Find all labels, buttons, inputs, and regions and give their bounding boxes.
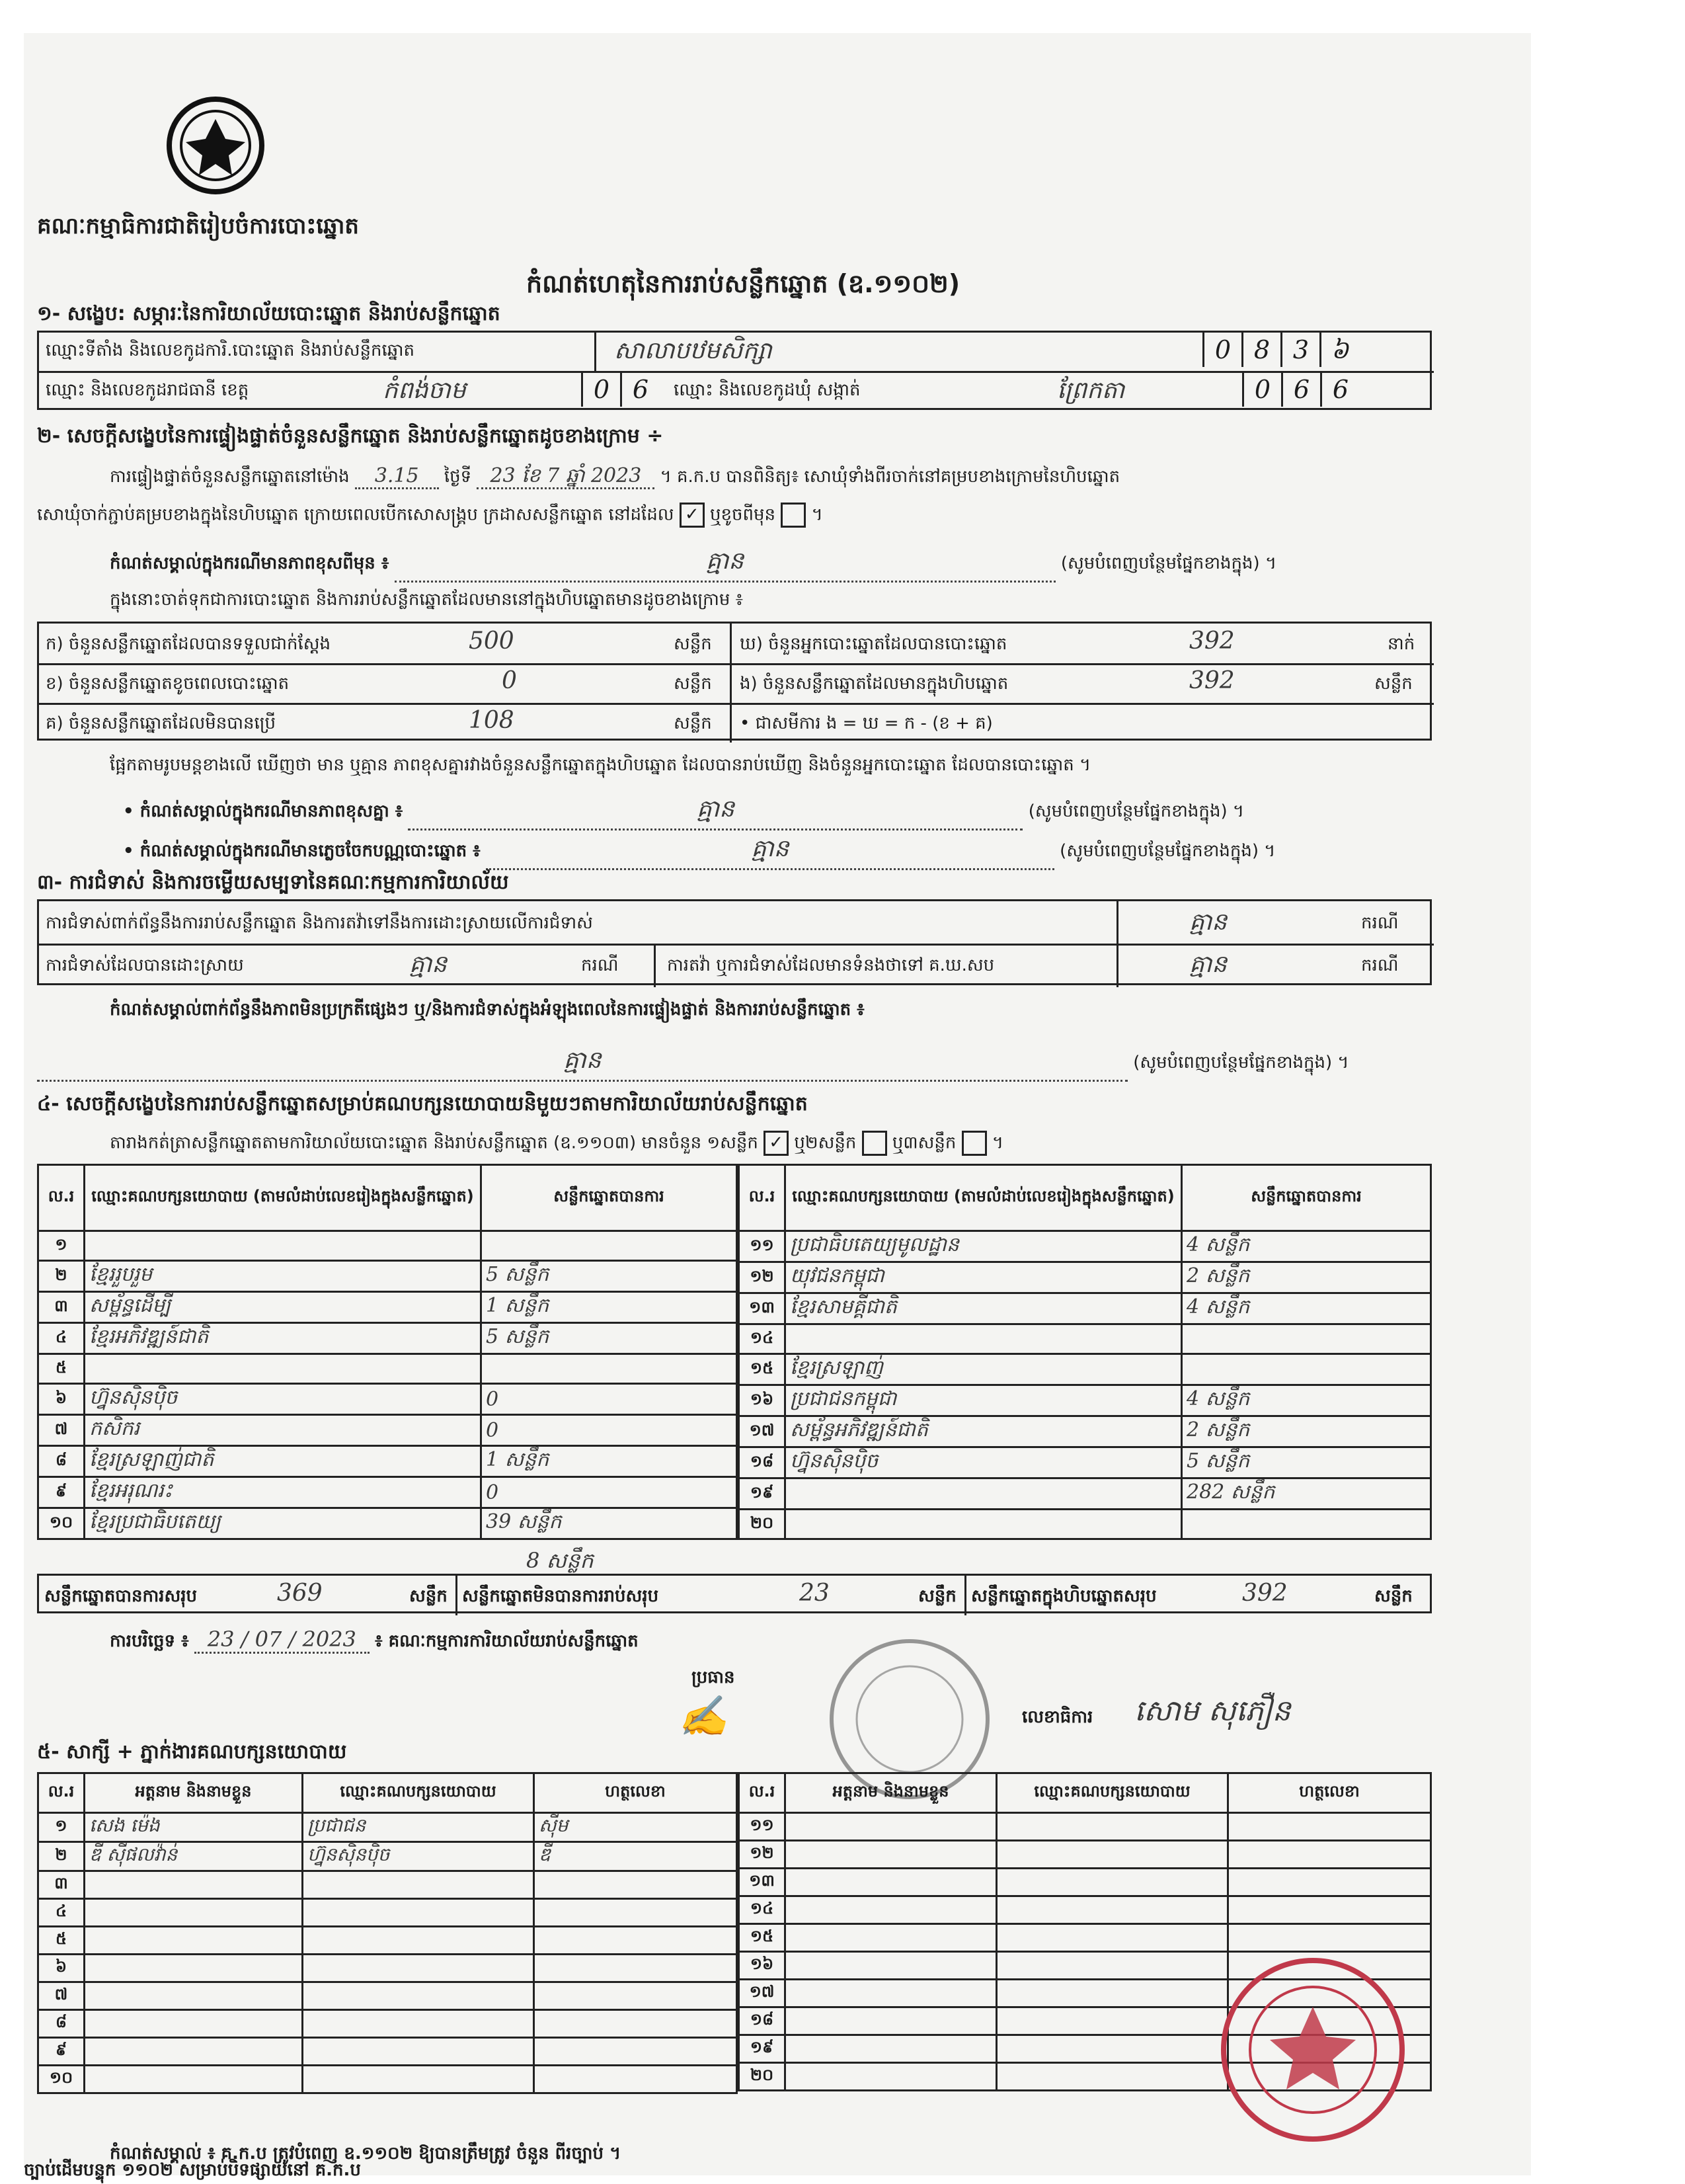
party-party-cell: ខ្មែរអភិវឌ្ឍន៍ជាតិ (85, 1323, 481, 1354)
witness-empty-cell (785, 1924, 997, 1952)
witness-no-cell: ១៥ (739, 1924, 785, 1952)
party-no-cell: ១២ (739, 1262, 785, 1293)
party-party-cell (785, 1510, 1182, 1539)
witness-empty-cell (785, 1952, 997, 1980)
extra-vote: 8 សន្លឹក (526, 1548, 594, 1573)
party-party-cell: សម្ព័ន្ធអភិវឌ្ឍន៍ជាតិ (785, 1416, 1182, 1447)
witness-empty-cell (997, 2063, 1228, 2091)
witness-name-cell (85, 1982, 303, 2010)
party-no-cell: ៦ (38, 1384, 85, 1415)
witness-row (38, 1899, 737, 1927)
lock-line: សោឃុំចាក់ភ្ជាប់គម្របខាងក្នុងនៃហិបឆ្នោត ក្រោយពេលបើកសោសង្គ្រប ក្រដាសសន្លឹកឆ្នោត នៅដដែល ✓ ឬខូចពីមុន ។ (37, 503, 823, 529)
witness-party-cell (303, 1955, 534, 1982)
party-no-cell: ១ (38, 1231, 85, 1261)
section1-title: ១- សង្ខេប: សម្ភារៈនៃការិយាល័យបោះឆ្នោត និងរាប់សន្លឹកឆ្នោត (37, 302, 500, 325)
party-row (739, 1293, 1431, 1324)
commune-code: 0 6 6 (1242, 372, 1359, 407)
note3: • កំណត់សម្គាល់ក្នុងករណីមានភ្លេចចែកបណ្ណបោះឆ្នោត ៖ គ្មាន (សូមបំពេញបន្ថែមផ្នែកខាងក្នុង) ។ (123, 833, 1275, 870)
party-votes-cell: 0 (481, 1477, 737, 1508)
location-label: ឈ្មោះទីតាំង និងលេខកូដការិ.បោះឆ្នោត និងរាប់សន្លឹកឆ្នោត (46, 341, 414, 360)
party-party-cell (85, 1354, 481, 1384)
witness-row (739, 1924, 1431, 1952)
received-ballots: 500 (469, 627, 514, 655)
party-votes-cell: 0 (481, 1415, 737, 1446)
party-party-cell: ប្រជាជនកម្ពុជា (785, 1385, 1182, 1416)
witness-no-cell: ២ (38, 1842, 85, 1871)
witness-no-cell: ១ (38, 1813, 85, 1842)
witness-party-cell (303, 1899, 534, 1927)
witness-row (38, 1927, 737, 1955)
party-votes-cell: 0 (481, 1384, 737, 1415)
note1: កំណត់សម្គាល់ក្នុងករណីមានភាពខុសពីមុន ៖ គ្មាន (សូមបំពេញបន្ថែមផ្នែកខាងក្នុង) ។ (110, 546, 1276, 583)
section3-note-label: កំណត់សម្គាល់ពាក់ព័ន្ធនឹងភាពមិនប្រក្រតីផ្សេងៗ ឬ/និងការជំទាស់ក្នុងអំឡុងពេលនៃការផ្ទៀងផ្ទាត់ និងការរាប់សន្លឹកឆ្នោត ៖ (110, 1000, 865, 1020)
commune-label: ឈ្មោះ និងលេខកូដឃុំ សង្កាត់ (674, 380, 861, 400)
total-box: 392 (1242, 1580, 1288, 1607)
party-no-cell: ៩ (38, 1477, 85, 1508)
party-votes-cell: 2 សន្លឹក (1182, 1262, 1431, 1293)
witness-empty-cell (785, 2063, 997, 2091)
witness-name-cell (85, 1927, 303, 1955)
party-row (38, 1292, 737, 1323)
witness-row (38, 1982, 737, 2010)
witness-empty-cell (785, 1896, 997, 1924)
party-row (38, 1323, 737, 1354)
witness-name-cell: សេង ម៉េង (85, 1813, 303, 1842)
witness-row (38, 1871, 737, 1899)
witness-no-cell: ១៩ (739, 2035, 785, 2063)
party-row (739, 1510, 1431, 1539)
witness-no-cell: ៤ (38, 1899, 85, 1927)
party-votes-cell: 5 សន្លឹក (481, 1323, 737, 1354)
witness-empty-cell (997, 1841, 1228, 1869)
section3-title: ៣- ការជំទាស់ និងការចម្លើយសម្បទានៃគណៈកម្មការការិយាល័យ (37, 871, 509, 894)
formula-check: ផ្អែកតាមរូបមន្តខាងលើ ឃើញថា មាន ឬគ្មាន ភាពខុសគ្នារវាងចំនួនសន្លឹកឆ្នោតក្នុងហិបឆ្នោត ដែលបានរាប់ឃើញ និងចំនួនអ្នកបោះឆ្នោត ដែលបានបោះឆ្នោត ។ (110, 755, 1091, 775)
witness-row (739, 1869, 1431, 1896)
witness-empty-cell (997, 1924, 1228, 1952)
witness-empty-cell (1228, 1924, 1431, 1952)
witness-party-cell (303, 1927, 534, 1955)
party-row (38, 1446, 737, 1477)
witness-party-cell (303, 1871, 534, 1899)
party-row (38, 1477, 737, 1508)
party-votes-cell (481, 1354, 737, 1384)
party-no-cell: ១៤ (739, 1324, 785, 1354)
witness-no-cell: ៧ (38, 1982, 85, 2010)
party-party-cell: ខ្មែរប្រជាធិបតេយ្យ (85, 1508, 481, 1539)
witness-no-cell: ១៣ (739, 1869, 785, 1896)
witness-no-cell: ២០ (739, 2063, 785, 2091)
witness-sign-cell (534, 1955, 737, 1982)
witness-row (38, 2010, 737, 2038)
party-row (38, 1261, 737, 1292)
party-party-cell: ខ្មែរស្រឡាញ់ជាតិ (85, 1446, 481, 1477)
witness-party-cell: ហ្វ៊ុនស៊ិនប៉ិច (303, 1842, 534, 1871)
intact-checkbox: ✓ (680, 503, 705, 528)
section1-table (37, 331, 1432, 410)
made-at: ការបរិច្ឆេទ ៖ 23 / 07 / 2023 ៖ គណៈកម្មការការិយាល័យរាប់សន្លឹកឆ្នោត (110, 1627, 639, 1655)
party-votes-cell: 39 សន្លឹក (481, 1508, 737, 1539)
witness-empty-cell (997, 1952, 1228, 1980)
witness-sign-cell (534, 1899, 737, 1927)
party-table-right: ល.រ ឈ្មោះគណបក្សនយោបាយ (តាមលំដាប់លេខរៀងក្នុងសន្លឹកឆ្នោត) សន្លឹកឆ្នោតបានការ ១១ ប្រជាធិបតេយ្យមូលដ្ឋាន 4 សន្លឹក ១២ យុវជនកម្ពុជា 2 សន្លឹក ១៣ ខ្មែរសាមគ្គីជាតិ 4 សន្លឹក ១៤ ១៥ ខ្មែរស្រឡាញ់ ១៦ ប្រជាជនកម្ពុជា 4 សន្លឹក ១៧ សម្ព័ន្ធអភិវឌ្ឍន៍ជាតិ 2 សន្លឹក ១៨ ហ្វ៊ុនស៊ិនប៉ិច 5 សន្លឹក ១៩ 282 សន្លឹក ២០ (738, 1164, 1432, 1540)
box-ballots: 392 (1189, 667, 1235, 694)
party-party-cell: ខ្មែរសាមគ្គីជាតិ (785, 1293, 1182, 1324)
footer-bottom: ច្បាប់ដើមបន្ទុក ១១០២ សម្រាប់បិទផ្សាយនៅ គ.ក.ប (24, 2160, 361, 2180)
section3-note: គ្មាន (សូមបំពេញបន្ថែមផ្នែកខាងក្នុង) ។ (37, 1045, 1349, 1082)
witness-no-cell: ១៨ (739, 2007, 785, 2035)
document-sheet (24, 33, 1531, 2175)
witness-empty-cell (997, 2035, 1228, 2063)
party-votes-cell: 282 សន្លឹក (1182, 1478, 1431, 1510)
witness-name-cell: ឌី ស៊ីផលវ៉ាន់ (85, 1842, 303, 1871)
witness-no-cell: ១៦ (739, 1952, 785, 1980)
witness-row (739, 1896, 1431, 1924)
party-party-cell: ហ្វ៊ុនស៊ិនប៉ិច (85, 1384, 481, 1415)
party-no-cell: ១៩ (739, 1478, 785, 1510)
party-party-cell: ហ្វ៊ុនស៊ិនប៉ិច (785, 1447, 1182, 1478)
witness-empty-cell (785, 1813, 997, 1841)
witness-empty-cell (785, 1869, 997, 1896)
party-no-cell: ២០ (739, 1510, 785, 1539)
witness-row (38, 2066, 737, 2093)
party-row (38, 1354, 737, 1384)
party-row (38, 1231, 737, 1261)
party-row (739, 1478, 1431, 1510)
witness-empty-cell (997, 1813, 1228, 1841)
section5-title: ៥- សាក្សី + ភ្នាក់ងារគណបក្សនយោបាយ (37, 1740, 347, 1763)
party-party-cell: ប្រជាធិបតេយ្យមូលដ្ឋាន (785, 1231, 1182, 1262)
witness-empty-cell (785, 2035, 997, 2063)
party-no-cell: ១៣ (739, 1293, 785, 1324)
party-row (739, 1262, 1431, 1293)
party-table-left: ល.រ ឈ្មោះគណបក្សនយោបាយ (តាមលំដាប់លេខរៀងក្នុងសន្លឹកឆ្នោត) សន្លឹកឆ្នោតបានការ ១ ២ ខ្មែររួបរួម 5 សន្លឹក ៣ សម្ព័ន្ធដើម្បី 1 សន្លឹក ៤ ខ្មែរអភិវឌ្ឍន៍ជាតិ 5 សន្លឹក ៥ ៦ ហ្វ៊ុនស៊ិនប៉ិច 0 ៧ កសិករ 0 ៨ ខ្មែរស្រឡាញ់ជាតិ 1 សន្លឹក ៩ ខ្មែរអរុណរះ 0 ១០ ខ្មែរប្រជាធិបតេយ្យ 39 សន្លឹក (37, 1164, 738, 1540)
chairman-signature: ✍ (678, 1693, 728, 1740)
witness-row (739, 1841, 1431, 1869)
witness-name-cell (85, 1955, 303, 1982)
witness-empty-cell (1228, 1896, 1431, 1924)
party-row (739, 1385, 1431, 1416)
party-votes-cell: 4 សន្លឹក (1182, 1293, 1431, 1324)
party-votes-cell: 5 សន្លឹក (1182, 1447, 1431, 1478)
section4-title: ៤- សេចក្តីសង្ខេបនៃការរាប់សន្លឹកឆ្នោតសម្រាប់គណបក្សនយោបាយនិមួយៗតាមការិយាល័យរាប់សន្លឹកឆ្នោត (37, 1092, 808, 1115)
witness-no-cell: ១២ (739, 1841, 785, 1869)
verification-line: ការផ្ទៀងផ្ទាត់ចំនួនសន្លឹកឆ្នោតនៅម៉ោង 3.15 ថ្ងៃទី 23 ខែ 7 ឆ្នាំ 2023 ។ គ.ក.ប បានពិនិត្យ៖ សោឃុំទាំងពីរចាក់នៅគម្របខាងក្រោមនៃហិបឆ្នោត (110, 463, 1120, 492)
party-party-cell (785, 1478, 1182, 1510)
witness-empty-cell (785, 1841, 997, 1869)
party-row (739, 1231, 1431, 1262)
witness-party-cell (303, 2038, 534, 2066)
witness-party-cell: ប្រជាជន (303, 1813, 534, 1842)
province-label: ឈ្មោះ និងលេខកូដរាជធានី ខេត្ត (46, 380, 249, 400)
witness-no-cell: ៦ (38, 1955, 85, 1982)
party-votes-cell (1182, 1510, 1431, 1539)
party-votes-cell: 1 សន្លឹក (481, 1446, 737, 1477)
footer-note: កំណត់សម្គាល់ ៖ គ.ក.ប ត្រូវបំពេញ ឧ.១១០២ ឱ្យបានត្រឹមត្រូវ ចំនួន ពីរច្បាប់ ។ (110, 2144, 621, 2164)
unused-ballots: 108 (469, 707, 514, 734)
committee-name: គណៈកម្មាធិការជាតិរៀបចំការបោះឆ្នោត (37, 213, 360, 239)
party-row (38, 1415, 737, 1446)
location-value: សាលាបឋមសិក្សា (614, 337, 772, 364)
party-no-cell: ៤ (38, 1323, 85, 1354)
commune-value: ព្រែកតា (1057, 377, 1125, 404)
witness-no-cell: ១៤ (739, 1896, 785, 1924)
witness-no-cell: ១០ (38, 2066, 85, 2093)
party-no-cell: ៧ (38, 1415, 85, 1446)
party-no-cell: ១០ (38, 1508, 85, 1539)
total-invalid: 23 (799, 1580, 830, 1607)
province-value: កំពង់ចាម (383, 377, 466, 404)
party-votes-cell: 1 សន្លឹក (481, 1292, 737, 1323)
witness-name-cell (85, 2066, 303, 2093)
witness-row (38, 1842, 737, 1871)
party-votes-cell: 2 សន្លឹក (1182, 1416, 1431, 1447)
clerk-signature: សោម សុភឿន (1134, 1694, 1291, 1728)
witness-sign-cell (534, 1871, 737, 1899)
note2: • កំណត់សម្គាល់ក្នុងករណីមានភាពខុសគ្នា ៖ គ្មាន (សូមបំពេញបន្ថែមផ្នែកខាងក្នុង) ។ (123, 793, 1244, 830)
total-valid: 369 (277, 1580, 323, 1607)
count-table: ក) ចំនួនសន្លឹកឆ្នោតដែលបានទទួលជាក់ស្តែង 500 សន្លឹក ឃ) ចំនួនអ្នកបោះឆ្នោតដែលបានបោះឆ្នោត 392 នាក់ ខ) ចំនួនសន្លឹកឆ្នោតខូចពេលបោះឆ្នោត 0 សន្លឹក ង) ចំនួនសន្លឹកឆ្នោតដែលមានក្នុងហិបឆ្នោត 392 សន្លឹក គ) ចំនួនសន្លឹកឆ្នោតដែលមិនបានប្រើ 108 សន្លឹក • ជាសមីការ ង = ឃ = ក - (ខ + គ) (37, 622, 1432, 741)
count-intro: ក្នុងនោះចាត់ទុកជាការបោះឆ្នោត និងការរាប់សន្លឹកឆ្នោតដែលមាននៅក្នុងហិបឆ្នោតមានដូចខាងក្រោម ៖ (110, 590, 744, 610)
party-row (38, 1384, 737, 1415)
party-votes-cell: 4 សន្លឹក (1182, 1231, 1431, 1262)
witness-name-cell (85, 2038, 303, 2066)
witness-no-cell: ៨ (38, 2010, 85, 2038)
witness-party-cell (303, 2010, 534, 2038)
party-no-cell: ៥ (38, 1354, 85, 1384)
party-party-cell: កសិករ (85, 1415, 481, 1446)
party-party-cell (785, 1324, 1182, 1354)
witness-empty-cell (997, 1896, 1228, 1924)
witness-empty-cell (997, 1980, 1228, 2007)
party-row (739, 1416, 1431, 1447)
witness-sign-cell (534, 1927, 737, 1955)
witness-party-cell (303, 1982, 534, 2010)
party-votes-cell: 4 សន្លឹក (1182, 1385, 1431, 1416)
witness-row (38, 1955, 737, 1982)
witness-sign-cell (534, 2010, 737, 2038)
witness-row (38, 1813, 737, 1842)
witness-no-cell: ៣ (38, 1871, 85, 1899)
witness-table-right: ល.រ អត្តនាម និងនាមខ្លួន ឈ្មោះគណបក្សនយោបាយ ហត្ថលេខា ១១ ១២ ១៣ ១៤ ១៥ ១៦ ១៧ ១៨ ១៩ ២០ (738, 1772, 1432, 2091)
witness-no-cell: ៥ (38, 1927, 85, 1955)
witness-empty-cell (785, 1980, 997, 2007)
party-party-cell: សម្ព័ន្ធដើម្បី (85, 1292, 481, 1323)
party-no-cell: ១៥ (739, 1354, 785, 1385)
witness-name-cell (85, 2010, 303, 2038)
party-row (38, 1508, 737, 1539)
party-votes-cell (1182, 1354, 1431, 1385)
totals-row: សន្លឹកឆ្នោតបានការសរុប 369 សន្លឹក សន្លឹកឆ្នោតមិនបានការរាប់សរុប 23 សន្លឹក សន្លឹកឆ្នោតក្នុងហិបឆ្នោតសរុប 392 សន្លឹក (37, 1574, 1432, 1613)
section2-title: ២- សេចក្តីសង្ខេបនៃការផ្ទៀងផ្ទាត់ចំនួនសន្លឹកឆ្នោត និងរាប់សន្លឹកឆ្នោតដូចខាងក្រោម ÷ (37, 425, 664, 448)
party-party-cell: ខ្មែរអរុណរះ (85, 1477, 481, 1508)
party-party-cell: យុវជនកម្ពុជា (785, 1262, 1182, 1293)
witness-sign-cell: ស៊ីម (534, 1813, 737, 1842)
witness-table-left: ល.រ អត្តនាម និងនាមខ្លួន ឈ្មោះគណបក្សនយោបាយ ហត្ថលេខា ១ សេង ម៉េង ប្រជាជន ស៊ីម ២ ឌី ស៊ីផលវ៉ាន់ ហ្វ៊ុនស៊ិនប៉ិច ឌី ៣ ៤ ៥ ៦ ៧ ៨ ៩ ១០ (37, 1772, 738, 2094)
party-votes-cell: 5 សន្លឹក (481, 1261, 737, 1292)
witness-empty-cell (1228, 1813, 1431, 1841)
witness-no-cell: ១១ (739, 1813, 785, 1841)
party-party-cell: ខ្មែរស្រឡាញ់ (785, 1354, 1182, 1385)
witness-sign-cell (534, 1982, 737, 2010)
party-votes-cell (1182, 1324, 1431, 1354)
witness-row (38, 2038, 737, 2066)
witness-name-cell (85, 1899, 303, 1927)
voters-count: 392 (1189, 627, 1235, 655)
witness-row (739, 1813, 1431, 1841)
witness-empty-cell (1228, 1869, 1431, 1896)
location-code: 0 8 3 ៦ (1202, 333, 1358, 367)
province-code: 0 6 (581, 372, 659, 407)
witness-empty-cell (785, 2007, 997, 2035)
party-party-cell: ខ្មែររួបរួម (85, 1261, 481, 1292)
national-emblem-icon (163, 93, 268, 198)
party-no-cell: ១៨ (739, 1447, 785, 1478)
witness-empty-cell (997, 1869, 1228, 1896)
witness-no-cell: ១៧ (739, 1980, 785, 2007)
clerk-label: លេខាធិការ (1022, 1707, 1093, 1727)
witness-no-cell: ៩ (38, 2038, 85, 2066)
witness-sign-cell (534, 2038, 737, 2066)
party-votes-cell (481, 1231, 737, 1261)
party-no-cell: ១១ (739, 1231, 785, 1262)
party-row (739, 1447, 1431, 1478)
party-row (739, 1324, 1431, 1354)
party-row (739, 1354, 1431, 1385)
witness-name-cell (85, 1871, 303, 1899)
witness-party-cell (303, 2066, 534, 2093)
witness-empty-cell (997, 2007, 1228, 2035)
witness-sign-cell (534, 2066, 737, 2093)
party-no-cell: ១៦ (739, 1385, 785, 1416)
witness-sign-cell: ឌី (534, 1842, 737, 1871)
seal-stamp-icon (1214, 1951, 1412, 2149)
broken-checkbox (781, 503, 806, 528)
chairman-label: ប្រធាន (691, 1668, 735, 1687)
section4-intro: តារាងកត់ត្រាសន្លឹកឆ្នោតតាមការិយាល័យបោះឆ្នោត និងរាប់សន្លឹកឆ្នោត (ឧ.១១០៣) មានចំនួន ១សន្លឹក ✓ ឬ២សន្លឹក ឬ៣សន្លឹក ។ (110, 1131, 1003, 1157)
party-no-cell: ៣ (38, 1292, 85, 1323)
party-no-cell: ១៧ (739, 1416, 785, 1447)
party-no-cell: ២ (38, 1261, 85, 1292)
section3-table: ការជំទាស់ពាក់ព័ន្ធនឹងការរាប់សន្លឹកឆ្នោត និងការតវ៉ាទៅនឹងការដោះស្រាយលើការជំទាស់ គ្មាន ករណី ការជំទាស់ដែលបានដោះស្រាយ គ្មាន ករណី ការតវ៉ា ឬការជំទាស់ដែលមានទំនងថាទៅ គ.ឃ.សប គ្មាន ករណី (37, 899, 1432, 985)
party-party-cell (85, 1231, 481, 1261)
form-title: កំណត់ហេតុនៃការរាប់សន្លឹកឆ្នោត (ឧ.១១០២) (526, 269, 960, 298)
witness-empty-cell (1228, 1841, 1431, 1869)
spoiled-ballots: 0 (502, 667, 517, 694)
party-no-cell: ៨ (38, 1446, 85, 1477)
